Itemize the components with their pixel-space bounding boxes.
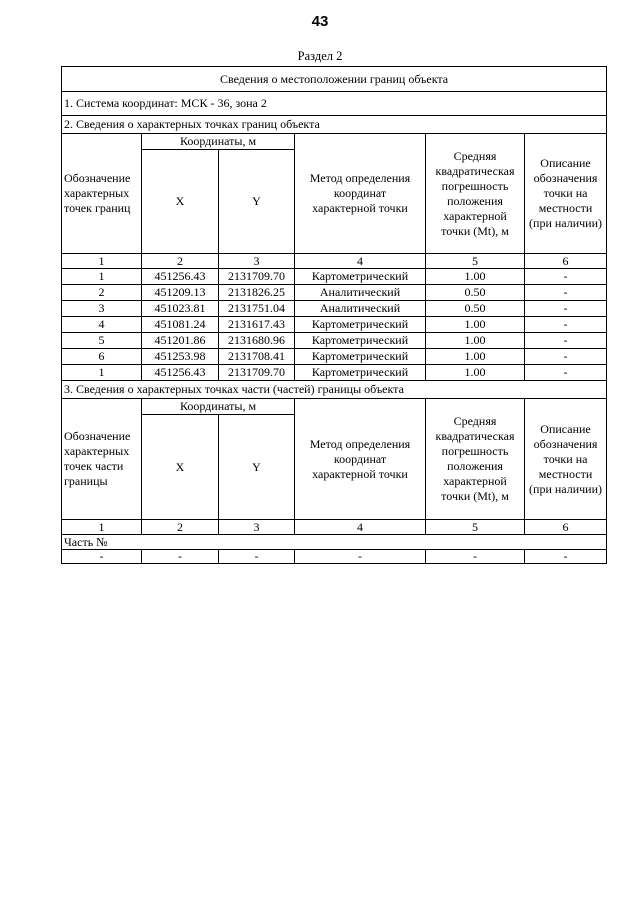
table-row	[62, 333, 607, 349]
column-number: 6	[525, 520, 607, 535]
part-cell: -	[62, 550, 142, 564]
point-cell: 4	[62, 317, 142, 333]
part-cell: -	[525, 550, 607, 564]
error-cell: 0.50	[426, 301, 525, 317]
x-cell: 451209.13	[142, 285, 219, 301]
column-number: 3	[219, 520, 295, 535]
section-label: Раздел 2	[297, 49, 343, 63]
column-number-row	[62, 254, 607, 269]
part-number-label: Часть №	[62, 535, 607, 550]
point-cell: 1	[62, 365, 142, 381]
part-description-header: Описание обозначения точки на местности (при наличии)	[525, 399, 607, 520]
error-cell: 1.00	[426, 269, 525, 285]
part-method-header: Метод определения координат характерной точки	[295, 399, 426, 520]
x-cell: 451256.43	[142, 365, 219, 381]
part-row	[62, 550, 607, 564]
table-row	[62, 269, 607, 285]
method-cell: Аналитический	[295, 285, 426, 301]
column-number: 5	[426, 254, 525, 269]
x-cell: 451201.86	[142, 333, 219, 349]
table-row	[62, 365, 607, 381]
description-cell: -	[525, 285, 607, 301]
description-cell: -	[525, 301, 607, 317]
part-error-header: Средняя квадратическая погрешность положения характерной точки (Mt), м	[426, 399, 525, 520]
section3-title: 3. Сведения о характерных точках части (частей) границы объекта	[62, 381, 607, 399]
error-cell: 1.00	[426, 349, 525, 365]
y-cell: 2131708.41	[219, 349, 295, 365]
column-number: 2	[142, 254, 219, 269]
column-number: 2	[142, 520, 219, 535]
column-number: 1	[62, 520, 142, 535]
part-column-number-row	[62, 520, 607, 535]
x-cell: 451256.43	[142, 269, 219, 285]
method-header: Метод определения координат характерной точки	[295, 134, 426, 254]
description-cell: -	[525, 269, 607, 285]
x-cell: 451023.81	[142, 301, 219, 317]
point-cell: 3	[62, 301, 142, 317]
coordinate-system: 1. Система координат: МСК - 36, зона 2	[62, 92, 607, 116]
table-row	[62, 285, 607, 301]
column-number: 4	[295, 520, 426, 535]
method-cell: Картометрический	[295, 365, 426, 381]
point-label-header: Обозначение характерных точек границ	[62, 134, 142, 254]
coordinates-header: Координаты, м	[142, 134, 295, 150]
y-cell: 2131680.96	[219, 333, 295, 349]
method-cell: Картометрический	[295, 269, 426, 285]
method-cell: Картометрический	[295, 317, 426, 333]
section2-title: 2. Сведения о характерных точках границ объекта	[62, 116, 607, 134]
error-cell: 0.50	[426, 285, 525, 301]
column-number: 6	[525, 254, 607, 269]
part-cell: -	[295, 550, 426, 564]
part-cell: -	[142, 550, 219, 564]
method-cell: Аналитический	[295, 301, 426, 317]
error-header: Средняя квадратическая погрешность положения характерной точки (Mt), м	[426, 134, 525, 254]
column-number: 3	[219, 254, 295, 269]
boundary-table	[61, 66, 607, 564]
point-cell: 5	[62, 333, 142, 349]
y-cell: 2131617.43	[219, 317, 295, 333]
table-row	[62, 349, 607, 365]
description-header: Описание обозначения точки на местности (при наличии)	[525, 134, 607, 254]
column-number: 4	[295, 254, 426, 269]
page-number: 43	[311, 13, 329, 30]
y-cell: 2131709.70	[219, 269, 295, 285]
description-cell: -	[525, 317, 607, 333]
y-header: Y	[219, 150, 295, 254]
description-cell: -	[525, 365, 607, 381]
table-row	[62, 301, 607, 317]
y-cell: 2131826.25	[219, 285, 295, 301]
description-cell: -	[525, 333, 607, 349]
y-cell: 2131751.04	[219, 301, 295, 317]
part-y-header: Y	[219, 415, 295, 520]
description-cell: -	[525, 349, 607, 365]
part-point-label-header: Обозначение характерных точек части границы	[62, 399, 142, 520]
part-cell: -	[426, 550, 525, 564]
error-cell: 1.00	[426, 317, 525, 333]
x-cell: 451253.98	[142, 349, 219, 365]
point-cell: 6	[62, 349, 142, 365]
error-cell: 1.00	[426, 365, 525, 381]
part-x-header: X	[142, 415, 219, 520]
part-coordinates-header: Координаты, м	[142, 399, 295, 415]
point-cell: 2	[62, 285, 142, 301]
method-cell: Картометрический	[295, 349, 426, 365]
point-cell: 1	[62, 269, 142, 285]
y-cell: 2131709.70	[219, 365, 295, 381]
column-number: 5	[426, 520, 525, 535]
column-number: 1	[62, 254, 142, 269]
x-header: X	[142, 150, 219, 254]
table-title: Сведения о местоположении границ объекта	[62, 67, 607, 92]
table-row	[62, 317, 607, 333]
method-cell: Картометрический	[295, 333, 426, 349]
x-cell: 451081.24	[142, 317, 219, 333]
error-cell: 1.00	[426, 333, 525, 349]
part-cell: -	[219, 550, 295, 564]
